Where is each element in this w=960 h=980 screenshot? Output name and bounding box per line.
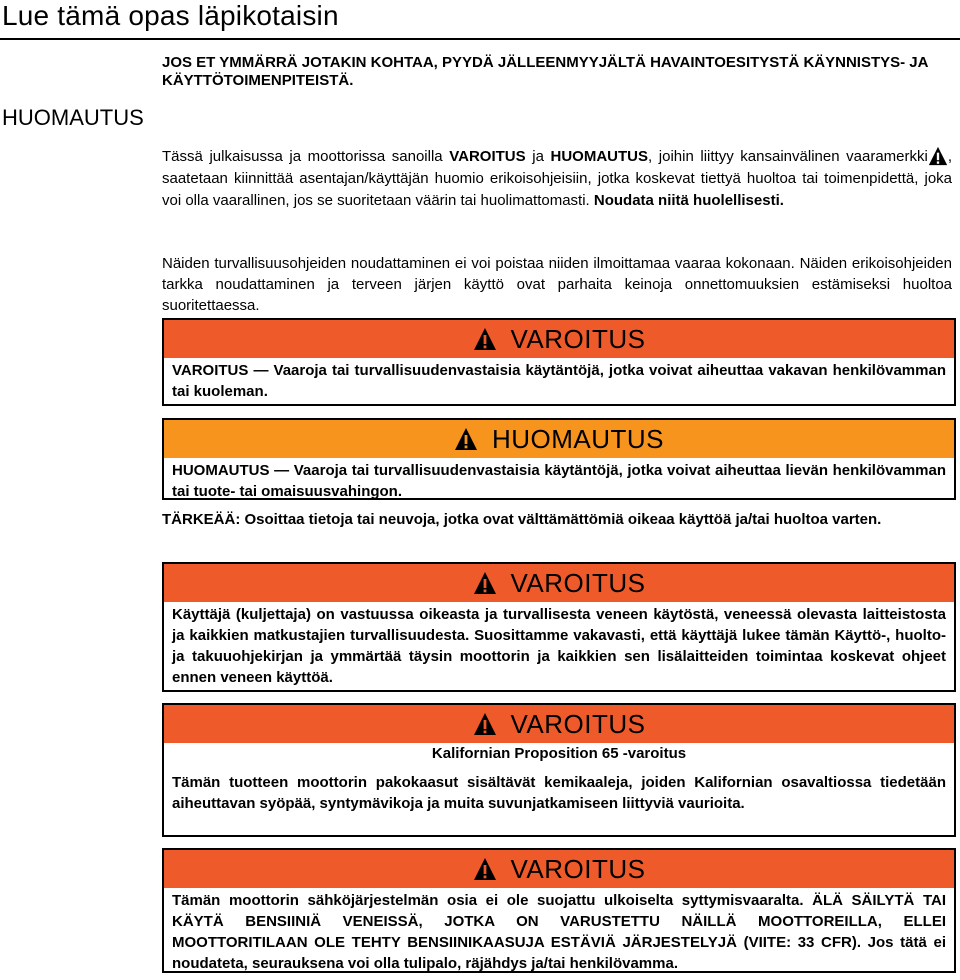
huomautus-definition-box [162, 418, 956, 500]
box-header: VAROITUS [164, 705, 954, 743]
box-body: Tämän tuotteen moottorin pakokaasut sisältävät kemikaaleja, joiden Kalifornian osavaltiossa tiedetään aiheuttavan syöpää, syntymävikoja ja muita suvunjatkamiseen liittyviä vaurioita. [172, 774, 946, 812]
electrical-warning-box [162, 848, 956, 973]
warning-triangle-icon [454, 427, 478, 451]
varoitus-definition-box [162, 318, 956, 406]
box-body: HUOMAUTUS — Vaaroja tai turvallisuudenvastaisia käytäntöjä, jotka voivat aiheuttaa lievän henkilövamman tai tuote- tai omaisuusvahingon. [172, 462, 946, 500]
warning-triangle-icon [473, 857, 497, 881]
intro-notice: JOS ET YMMÄRRÄ JOTAKIN KOHTAA, PYYDÄ JÄLLEENMYYJÄLTÄ HAVAINTOESITYSTÄ KÄYNNISTYS- JA KÄYTTÖTOIMENPITEISTÄ. [162, 54, 928, 89]
box-header: VAROITUS [164, 320, 954, 358]
box-body: Tämän moottorin sähköjärjestelmän osia ei ole suojattu ulkoiselta syttymisvaaralta. ÄLÄ SÄILYTÄ TAI KÄYTÄ BENSIINIÄ VENEISSÄ, JOTKA ON VARUSTETTU NÄILLÄ MOOTTOREILLA, ELLEI MOOTTORITILAAN OLE TEHTY BENSIINIKAASUJA ESTÄVIÄ JÄRJESTELYJÄ (VIITE: 33 CFR). Jos tätä ei noudateta, seurauksena voi olla tulipalo, räjähdys ja/tai henkilövamma. [172, 892, 946, 972]
box-header: HUOMAUTUS [164, 420, 954, 458]
title-rule [0, 38, 960, 40]
warning-triangle-icon [473, 571, 497, 595]
warning-triangle-icon [473, 712, 497, 736]
box-header: VAROITUS [164, 564, 954, 602]
intro-paragraph: Tässä julkaisussa ja moottorissa sanoilla VAROITUS ja HUOMAUTUS, joihin liittyy kansainvälinen vaaramerkki , saatetaan kiinnittää asentajan/käyttäjän huomio erikoisohjeisiin, jotka koskevat tiettyä huoltoa tai toimenpidettä, joka voi olla vaarallinen, jos se suoritetaan väärin tai huolimattomasti. Noudata niitä huolellisesti. [162, 148, 952, 209]
box-header: VAROITUS [164, 850, 954, 888]
box-subtitle: Kalifornian Proposition 65 -varoitus [431, 745, 687, 762]
prop65-warning-box [162, 703, 956, 837]
tarkeaa-note: TÄRKEÄÄ: Osoittaa tietoja tai neuvoja, jotka ovat välttämättömiä oikeaa käyttöä ja/tai huoltoa varten. [162, 511, 882, 528]
page-title: Lue tämä opas läpikotaisin [2, 0, 339, 31]
warning-triangle-icon [928, 146, 948, 166]
box-body: Käyttäjä (kuljettaja) on vastuussa oikeasta ja turvallisesta veneen käytöstä, veneessä olevasta laitteistosta ja kaikkien matkustajien turvallisuudesta. Suosittamme vakavasti, että käyttäjä lukee tämän Käyttö-, huolto- ja takuuohjekirjan ja ymmärtää täysin moottorin ja kaikkien sen lisälaitteiden toimintaa koskevat ohjeet ennen veneen käyttöä. [172, 606, 946, 686]
side-heading: HUOMAUTUS [2, 105, 144, 130]
box-body: VAROITUS — Vaaroja tai turvallisuudenvastaisia käytäntöjä, jotka voivat aiheuttaa vakavan henkilövamman tai kuoleman. [172, 362, 946, 400]
warning-triangle-icon [473, 327, 497, 351]
operator-warning-box [162, 562, 956, 692]
safety-paragraph: Näiden turvallisuusohjeiden noudattaminen ei voi poistaa niiden ilmoittamaa vaaraa kokonaan. Näiden erikoisohjeiden tarkka noudattaminen ja terveen järjen käyttö ovat parhaita keinoja onnettomuuksien estämiseksi huoltoa suoritettaessa. [162, 255, 952, 314]
